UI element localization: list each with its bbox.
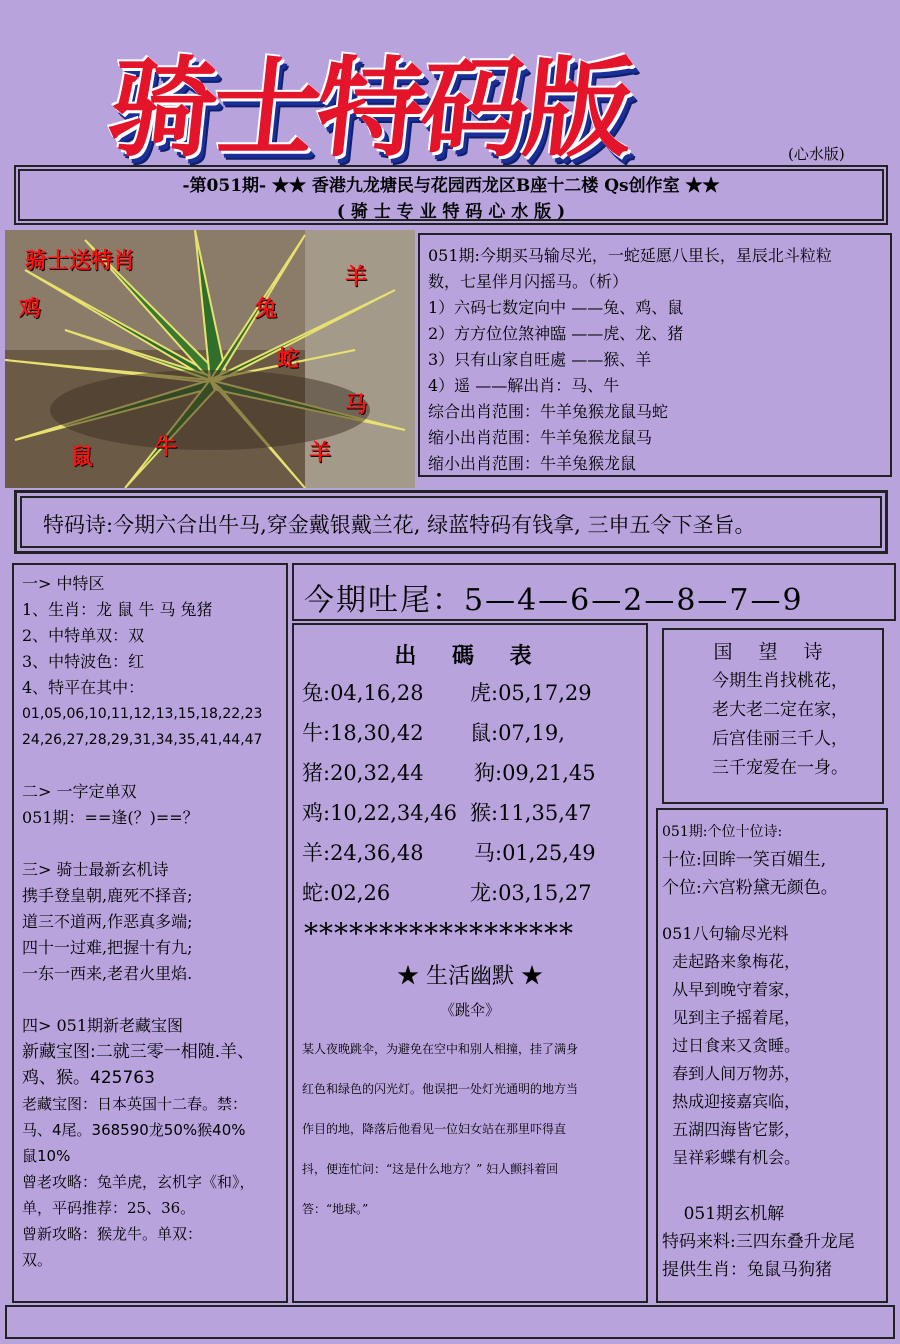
photo-label-rat: 鼠 bbox=[71, 445, 94, 470]
left-line: 鸡、猴。425763 bbox=[22, 1068, 155, 1088]
issue-header bbox=[14, 165, 888, 225]
photo-label-ox: 牛 bbox=[155, 435, 178, 460]
code-cell: 虎:05,17,29 bbox=[470, 681, 592, 705]
right-line: 见到主子摇着尾， bbox=[662, 1008, 801, 1027]
code-cell: 兔:04,16,28 bbox=[302, 681, 424, 705]
photo-label-goat-2: 羊 bbox=[309, 441, 332, 466]
guowang-line: 今期生肖找桃花， bbox=[712, 671, 848, 691]
right-line: 五湖四海皆它影， bbox=[662, 1120, 801, 1139]
code-cell: 猪:20,32,44 bbox=[302, 761, 424, 785]
header-line-1: -第051期- ★★ 香港九龙塘民与花园西龙区B座十二楼 Qs创作室 ★★ bbox=[182, 176, 720, 196]
left-line: 01,05,06,10,11,12,13,15,18,22,23 bbox=[22, 706, 263, 722]
right-line bbox=[662, 902, 886, 920]
analysis-line: 缩小出肖范围：牛羊兔猴龙鼠马 bbox=[428, 428, 653, 447]
analysis-line: 缩小出肖范围：牛羊兔猴龙鼠 bbox=[428, 454, 637, 473]
right-line: 051期玄机解 bbox=[662, 1204, 785, 1224]
left-line: 曾新攻略：猴龙牛。单双： bbox=[22, 1225, 203, 1243]
analysis-line: 3）只有山家自旺處 ——猴、羊 bbox=[428, 350, 652, 369]
left-line: 道三不道两,作恶真多端; bbox=[22, 912, 193, 931]
left-line: 携手登皇朝,鹿死不择音; bbox=[22, 886, 193, 905]
left-line: 单，平码推荐：25、36。 bbox=[22, 1199, 196, 1217]
left-line: 051期：==逢(？)==？ bbox=[22, 808, 199, 827]
code-cell: 狗:09,21,45 bbox=[474, 761, 596, 785]
photo-label-rabbit: 兔 bbox=[255, 297, 278, 322]
star-divider: ****************** bbox=[304, 917, 574, 950]
left-line: 1、生肖：龙 鼠 牛 马 兔猪 bbox=[22, 600, 213, 619]
left-line: 一> 中特区 bbox=[22, 574, 105, 593]
joke-line: 答：“地球。” bbox=[302, 1202, 369, 1216]
right-line: 春到人间万物苏， bbox=[662, 1064, 801, 1083]
right-line: 051八句输尽光料 bbox=[662, 924, 789, 943]
masthead bbox=[0, 0, 900, 172]
right-line: 十位:回眸一笑百媚生, bbox=[662, 850, 827, 870]
right-column bbox=[656, 808, 888, 1303]
analysis-panel bbox=[418, 233, 892, 477]
left-line: 鼠10% bbox=[22, 1147, 71, 1165]
photo-label-horse: 马 bbox=[345, 393, 368, 418]
special-code-poem: 特码诗:今期六合出牛马,穿金戴银戴兰花, 绿蓝特码有钱拿, 三申五令下圣旨。 bbox=[14, 490, 888, 554]
tail-numbers: 今期吐尾：5—4—6—2—8—7—9 bbox=[292, 563, 896, 621]
code-cell: 龙:03,15,27 bbox=[470, 881, 592, 905]
left-column bbox=[12, 563, 288, 1303]
code-cell: 鸡:10,22,34,46 bbox=[302, 801, 457, 825]
photo-label-rooster: 鸡 bbox=[19, 297, 42, 322]
code-cell: 牛:18,30,42 bbox=[302, 721, 424, 745]
guowang-title: 国 望 诗 bbox=[713, 641, 833, 663]
left-line: 24,26,27,28,29,31,34,35,41,44,47 bbox=[22, 732, 263, 748]
left-line: 新藏宝图:二就三零一相随.羊、 bbox=[22, 1042, 255, 1062]
code-cell: 猴:11,35,47 bbox=[470, 801, 592, 825]
analysis-line: 1）六码七数定向中 ——兔、鸡、鼠 bbox=[428, 298, 684, 317]
joke-line: 作目的地，降落后他看见一位妇女站在那里吓得直 bbox=[302, 1122, 567, 1136]
right-line bbox=[662, 1172, 886, 1200]
left-line: 老藏宝图：日本英国十二春。禁： bbox=[22, 1095, 248, 1113]
right-line: 从早到晚守着家， bbox=[662, 980, 801, 999]
right-line: 个位:六宫粉黛无颜色。 bbox=[662, 878, 838, 898]
analysis-line: 综合出肖范围：牛羊兔猴龙鼠马蛇 bbox=[428, 402, 669, 421]
left-line: 曾老攻略：兔羊虎，玄机字《和》， bbox=[22, 1173, 255, 1191]
joke-line: 红色和绿色的闪光灯。他误把一处灯光通明的地方当 bbox=[302, 1082, 579, 1096]
left-line: 3、中特波色：红 bbox=[22, 652, 145, 671]
photo-label-snake: 蛇 bbox=[277, 347, 300, 372]
right-line: 051期:个位十位诗: bbox=[662, 824, 783, 840]
code-cell: 鼠:07,19, bbox=[470, 721, 565, 745]
guowang-poem bbox=[662, 628, 884, 804]
left-line: 二> 一字定单双 bbox=[22, 782, 137, 801]
code-table-title: 出 碼 表 bbox=[394, 643, 546, 669]
joke-title: 《跳伞》 bbox=[439, 1001, 500, 1019]
left-line: 4、特平在其中： bbox=[22, 678, 145, 697]
photo-label-tag: 骑士送特肖 bbox=[25, 249, 136, 274]
right-line: 特码来料:三四东叠升龙尾 bbox=[662, 1232, 855, 1252]
left-line: 四十一过难,把握十有九; bbox=[22, 938, 193, 957]
code-cell: 马:01,25,49 bbox=[474, 841, 596, 865]
right-line: 走起路来象梅花， bbox=[662, 952, 801, 971]
analysis-line: 2）方方位位煞神臨 ——虎、龙、猪 bbox=[428, 324, 684, 343]
code-cell: 羊:24,36,48 bbox=[302, 841, 424, 865]
guowang-line: 后宫佳丽三千人， bbox=[712, 729, 848, 749]
left-line: 四> 051期新老藏宝图 bbox=[22, 1016, 184, 1035]
joke-text bbox=[302, 1029, 632, 1229]
right-line: 呈祥彩蝶有机会。 bbox=[662, 1148, 801, 1167]
left-line: 马、4尾。368590龙50%猴40% bbox=[22, 1121, 246, 1139]
page-title: 骑士特码版 bbox=[102, 47, 636, 172]
analysis-line: 数，七星伴月闪摇马。（析） bbox=[428, 272, 629, 291]
right-line: 过日食来又贪睡。 bbox=[662, 1036, 801, 1055]
left-line: 三> 骑士最新玄机诗 bbox=[22, 860, 169, 879]
bottom-bar bbox=[5, 1305, 895, 1339]
photo-label-goat-1: 羊 bbox=[345, 265, 368, 290]
joke-line: 抖，便连忙问：“这是什么地方？” 妇人颤抖着回 bbox=[302, 1162, 559, 1176]
right-line: 提供生肖：兔鼠马狗猪 bbox=[662, 1260, 832, 1280]
right-line: 热成迎接嘉宾临， bbox=[662, 1092, 801, 1111]
guowang-line: 三千宠爱在一身。 bbox=[712, 758, 848, 778]
joke-line: 某人夜晚跳伞，为避免在空中和别人相撞，挂了满身 bbox=[302, 1042, 579, 1056]
left-line: 一东一西来,老君火里焰. bbox=[22, 964, 193, 983]
guowang-line: 老大老二定在家， bbox=[712, 700, 848, 720]
analysis-line: 051期:今期买马输尽光，一蛇延愿八里长，星辰北斗粒粒 bbox=[428, 246, 832, 265]
left-line bbox=[22, 753, 278, 779]
humor-title: ★ 生活幽默 ★ bbox=[397, 964, 543, 989]
code-table-panel bbox=[292, 623, 648, 1303]
left-line: 双。 bbox=[22, 1251, 53, 1269]
edition-label: (心水版) bbox=[788, 145, 845, 163]
plant-photo bbox=[5, 230, 415, 488]
header-line-2: ( 骑 士 专 业 特 码 心 水 版 ) bbox=[336, 202, 566, 222]
left-line: 2、中特单双：双 bbox=[22, 626, 145, 645]
analysis-line: 4）遥 ——解出肖：马、牛 bbox=[428, 376, 620, 395]
code-cell: 蛇:02,26 bbox=[302, 881, 391, 905]
left-line bbox=[22, 987, 278, 1013]
left-line bbox=[22, 831, 278, 857]
